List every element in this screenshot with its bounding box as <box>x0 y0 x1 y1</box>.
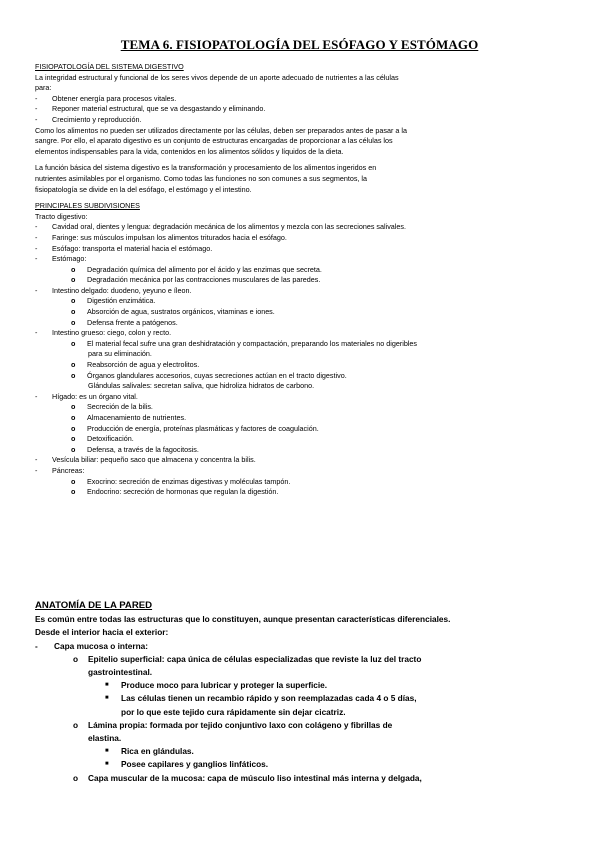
list-item-text: Intestino delgado: duodeno, yeyuno e íleon. <box>52 285 192 295</box>
sub-list-item <box>35 477 555 488</box>
paragraph-line: La integridad estructural y funcional de los seres vivos depende de un aporte adecuado de nutrientes a las células <box>35 72 399 82</box>
circle-bullet: o <box>73 653 79 664</box>
paragraph-line: nutrientes asimilables por el organismo. Como todas las funciones no son comunes a sus segmentos, la <box>35 173 367 183</box>
dash-bullet: - <box>35 232 38 242</box>
sub-list-item <box>35 719 565 732</box>
sub-list-item-text: Producción de energía, proteínas plasmáticas y factores de coagulación. <box>87 423 319 433</box>
sub-list-item-text: Endocrino: secreción de hormonas que regulan la digestión. <box>87 487 279 497</box>
sub-list-item-text: El material fecal sufre una gran deshidratación y compactación, preparando los materiales no digeribles <box>87 338 418 348</box>
sub-sub-list-item-text: Produce moco para lubricar y proteger la superficie. <box>121 680 328 691</box>
list-item-text: Intestino grueso: ciego, colon y recto. <box>52 328 172 338</box>
sub-list-item-continuation: gastrointestinal. <box>88 667 153 678</box>
list-item-text: Cavidad oral, dientes y lengua: degradación mecánica de los alimentos y mezcla con las secreciones salivales. <box>52 222 406 232</box>
circle-bullet: o <box>71 413 76 422</box>
list-item <box>35 392 555 403</box>
sub-sub-list-item-continuation: por lo que este tejido cura rápidamente sin dejar cicatriz. <box>121 706 346 717</box>
sub-list-item <box>35 339 555 350</box>
dash-bullet: - <box>35 455 38 465</box>
dash-bullet: - <box>35 114 38 124</box>
list-item <box>35 640 565 653</box>
small-text-block <box>35 62 555 498</box>
circle-bullet: o <box>71 360 76 370</box>
sub-list-item <box>35 434 555 445</box>
dash-bullet: - <box>35 391 38 401</box>
list-item-text: Estómago: <box>52 254 87 264</box>
circle-bullet: o <box>71 423 76 433</box>
sub-list-item-continuation: elastina. <box>88 733 122 744</box>
large-text-block <box>35 599 565 785</box>
sub-list-item-text: Exocrino: secreción de enzimas digestivas y moléculas tampón. <box>87 476 291 486</box>
circle-bullet: o <box>71 317 76 327</box>
sub-list-item <box>35 424 555 435</box>
dash-bullet: - <box>35 243 38 253</box>
paragraph-line: Como los alimentos no pueden ser utilizados directamente por las células, deben ser preparados antes de pasar a la <box>35 125 407 135</box>
sub-list-item <box>35 275 555 286</box>
sub-list-item-text: Absorción de agua, sustratos orgánicos, vitaminas e iones. <box>87 307 275 317</box>
dash-bullet: - <box>35 93 38 103</box>
list-item <box>35 222 555 233</box>
list-item <box>35 244 555 255</box>
circle-bullet: o <box>71 264 76 274</box>
circle-bullet: o <box>71 275 76 285</box>
list-item <box>35 233 555 244</box>
sub-list-item <box>35 371 555 382</box>
sub-list-item-text: Órganos glandulares accesorios, cuyas secreciones actúan en el tracto digestivo. <box>87 370 347 380</box>
sub-list-item-text: Capa muscular de la mucosa: capa de músculo liso intestinal más interna y delgada, <box>88 772 422 783</box>
sub-list-item-text: Defensa frente a patógenos. <box>87 317 178 327</box>
circle-bullet: o <box>71 370 76 380</box>
sub-list-item-continuation: para su eliminación. <box>88 349 152 359</box>
dash-bullet: - <box>35 222 38 232</box>
sub-list-item-text: Digestión enzimática. <box>87 296 156 306</box>
circle-bullet: o <box>71 444 76 454</box>
list-item <box>35 94 555 105</box>
sub-sub-list-item-text: Rica en glándulas. <box>121 746 194 757</box>
list-item <box>35 328 555 339</box>
sub-list-item-text: Secreción de la bilis. <box>87 402 153 412</box>
square-bullet: ■ <box>105 748 109 755</box>
sub-list-item-text: Degradación química del alimento por el ácido y las enzimas que secreta. <box>87 264 322 274</box>
sub-list-item <box>35 487 555 498</box>
paragraph-line: para: <box>35 83 52 93</box>
sub-list-item <box>35 413 555 424</box>
sub-sub-list-item <box>35 679 565 692</box>
paragraph-line: elementos indispensables para la vida, contenidos en los alimentos sólidos y líquidos de la dieta. <box>35 146 344 156</box>
circle-bullet: o <box>71 487 76 497</box>
glandulas-line: Glándulas salivales: secretan saliva, que hidroliza hidratos de carbono. <box>88 381 315 391</box>
list-item <box>35 115 555 126</box>
dash-bullet: - <box>35 285 38 295</box>
circle-bullet: o <box>73 719 79 730</box>
circle-bullet: o <box>71 402 76 412</box>
list-item <box>35 104 555 115</box>
circle-bullet: o <box>71 338 76 348</box>
sub-list-item <box>35 772 565 785</box>
sub-sub-list-item-text: Posee capilares y ganglios linfáticos. <box>121 759 269 770</box>
sub-list-item <box>35 318 555 329</box>
circle-bullet: o <box>71 307 76 317</box>
dash-bullet: - <box>35 640 38 651</box>
list-item <box>35 466 555 477</box>
circle-bullet: o <box>71 476 76 486</box>
subheading-tracto: Tracto digestivo: <box>35 211 88 221</box>
list-item-text: Hígado: es un órgano vital. <box>52 391 138 401</box>
dash-bullet: - <box>35 328 38 338</box>
sub-list-item <box>35 296 555 307</box>
list-item <box>35 455 555 466</box>
list-item-text: Faringe: sus músculos impulsan los alimentos triturados hacia el esófago. <box>52 232 287 242</box>
sub-list-item <box>35 402 555 413</box>
sub-sub-list-item-text: Las células tienen un recambio rápido y son reemplazadas cada 4 o 5 días, <box>121 693 417 704</box>
sub-list-item-text: Defensa, a través de la fagocitosis. <box>87 444 199 454</box>
sub-list-item-text: Almacenamiento de nutrientes. <box>87 413 187 422</box>
list-item-text: Crecimiento y reproducción. <box>52 114 142 124</box>
section-heading-subdivisiones: PRINCIPALES SUBDIVISIONES <box>35 201 140 211</box>
sub-list-item-text: Reabsorción de agua y electrolitos. <box>87 360 200 370</box>
square-bullet: ■ <box>105 761 109 768</box>
sub-list-item <box>35 360 555 371</box>
square-bullet: ■ <box>105 695 109 702</box>
list-item-text: Obtener energía para procesos vitales. <box>52 93 177 103</box>
list-item-text: Páncreas: <box>52 465 85 475</box>
list-item-text: Capa mucosa o interna: <box>54 640 149 651</box>
dash-bullet: - <box>35 254 38 264</box>
circle-bullet: o <box>73 772 79 783</box>
sub-sub-list-item <box>35 745 565 758</box>
list-item <box>35 254 555 265</box>
sub-list-item <box>35 307 555 318</box>
sub-list-item-text: Epitelio superficial: capa única de células especializadas que reviste la luz del tracto <box>88 653 422 664</box>
sub-list-item <box>35 653 565 666</box>
section-heading-anatomia: ANATOMÍA DE LA PARED <box>35 600 153 611</box>
sub-list-item <box>35 445 555 456</box>
dash-bullet: - <box>35 465 38 475</box>
sub-sub-list-item <box>35 692 565 705</box>
sub-list-item-text: Lámina propia: formada por tejido conjuntivo laxo con colágeno y fibrillas de <box>88 719 393 730</box>
sub-list-item-text: Detoxificación. <box>87 434 134 444</box>
circle-bullet: o <box>71 434 76 444</box>
paragraph-line: sangre. Por ello, el aparato digestivo es un conjunto de estructuras encargadas de proporcionar a las células los <box>35 136 393 146</box>
list-item-text: Reponer material estructural, que se va desgastando y eliminando. <box>52 104 266 114</box>
sub-list-item-text: Degradación mecánica por las contracciones musculares de las paredes. <box>87 275 321 285</box>
list-item-text: Esófago: transporta el material hacia el estómago. <box>52 243 213 253</box>
page-title: TEMA 6. FISIOPATOLOGÍA DEL ESÓFAGO Y ESTÓMAGO <box>120 37 479 52</box>
square-bullet: ■ <box>105 682 109 689</box>
section-heading-fisiopatologia: FISIOPATOLOGÍA DEL SISTEMA DIGESTIVO <box>35 62 184 71</box>
paragraph-line: La función básica del sistema digestivo es la transformación y procesamiento de los alimentos ingeridos en <box>35 163 377 173</box>
sub-list-item <box>35 265 555 276</box>
paragraph-line: Es común entre todas las estructuras que lo constituyen, aunque presentan características diferenciales. <box>35 614 451 625</box>
sub-sub-list-item <box>35 758 565 771</box>
paragraph-line: fisiopatología se divide en la del esófago, el estómago y el intestino. <box>35 184 252 194</box>
list-item-text: Vesícula biliar: pequeño saco que almacena y concentra la bilis. <box>52 455 256 465</box>
dash-bullet: - <box>35 104 38 114</box>
list-item <box>35 286 555 297</box>
paragraph-line: Desde el interior hacia el exterior: <box>35 627 169 638</box>
circle-bullet: o <box>71 296 76 306</box>
